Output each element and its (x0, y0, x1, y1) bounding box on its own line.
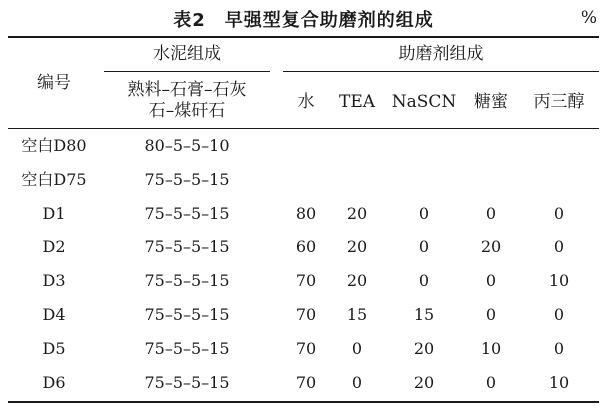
cell-id: 空白D75 (21, 170, 87, 189)
header-aid-group: 助磨剂组成 (398, 44, 484, 64)
cell-cement-composition: 80–5–5–10 (144, 136, 230, 155)
header-bottom-rule (8, 128, 599, 129)
cell-id: D3 (42, 271, 66, 290)
cell-aid-glycerol: 10 (548, 373, 570, 392)
bottom-rule (8, 401, 599, 403)
cell-aid-water: 70 (295, 305, 317, 324)
cell-id: D1 (42, 204, 66, 223)
cell-aid-tea: 15 (346, 305, 368, 324)
cell-cement-composition: 75–5–5–15 (144, 204, 230, 223)
header-aid-water: 水 (297, 92, 315, 112)
cell-cement-composition: 75–5–5–15 (144, 305, 230, 324)
cell-aid-tea: 20 (346, 204, 368, 223)
cement-group-rule (104, 71, 270, 72)
table-title: 表2 早强型复合助磨剂的组成 (173, 10, 434, 31)
cell-aid-water: 70 (295, 271, 317, 290)
cell-aid-nascn: 0 (418, 204, 430, 223)
cell-aid-nascn: 15 (413, 305, 435, 324)
cell-aid-tea: 0 (351, 339, 363, 358)
cell-id: D6 (42, 373, 66, 392)
cell-aid-molasses: 0 (485, 271, 497, 290)
cell-aid-tea: 0 (351, 373, 363, 392)
cell-aid-molasses: 0 (485, 204, 497, 223)
cell-aid-tea: 20 (346, 237, 368, 256)
cell-aid-glycerol: 0 (553, 305, 565, 324)
cell-id: D2 (42, 237, 66, 256)
cell-cement-composition: 75–5–5–15 (144, 373, 230, 392)
cell-aid-water: 70 (295, 339, 317, 358)
cell-aid-water: 60 (295, 237, 317, 256)
header-aid-nascn: NaSCN (391, 92, 457, 112)
cell-aid-molasses: 10 (480, 339, 502, 358)
unit-label: % (580, 8, 597, 28)
cell-cement-composition: 75–5–5–15 (144, 237, 230, 256)
header-cement-sub-line1: 熟料–石膏–石灰 (127, 80, 247, 100)
cell-aid-molasses: 0 (485, 373, 497, 392)
cell-id: 空白D80 (21, 136, 87, 155)
cell-aid-water: 80 (295, 204, 317, 223)
cell-aid-tea: 20 (346, 271, 368, 290)
header-id: 编号 (37, 73, 71, 93)
cell-aid-glycerol: 10 (548, 271, 570, 290)
cell-aid-glycerol: 0 (553, 204, 565, 223)
cell-aid-nascn: 0 (418, 237, 430, 256)
cell-aid-nascn: 20 (413, 339, 435, 358)
cell-aid-water: 70 (295, 373, 317, 392)
header-aid-glycerol: 丙三醇 (533, 92, 585, 112)
cell-cement-composition: 75–5–5–15 (144, 339, 230, 358)
header-cement-sub-line2: 石–煤矸石 (148, 101, 226, 121)
table-caption (0, 4, 607, 32)
cell-aid-nascn: 0 (418, 271, 430, 290)
cell-cement-composition: 75–5–5–15 (144, 271, 230, 290)
cell-aid-molasses: 0 (485, 305, 497, 324)
top-rule (8, 36, 599, 38)
cell-cement-composition: 75–5–5–15 (144, 170, 230, 189)
aid-group-rule (283, 71, 599, 72)
cell-aid-glycerol: 0 (553, 237, 565, 256)
header-cement-group: 水泥组成 (153, 44, 221, 64)
cell-aid-molasses: 20 (480, 237, 502, 256)
header-aid-tea: TEA (338, 92, 376, 112)
cell-aid-glycerol: 0 (553, 339, 565, 358)
cell-aid-nascn: 20 (413, 373, 435, 392)
cell-id: D4 (42, 305, 66, 324)
cell-id: D5 (42, 339, 66, 358)
header-aid-molasses: 糖蜜 (474, 92, 508, 112)
